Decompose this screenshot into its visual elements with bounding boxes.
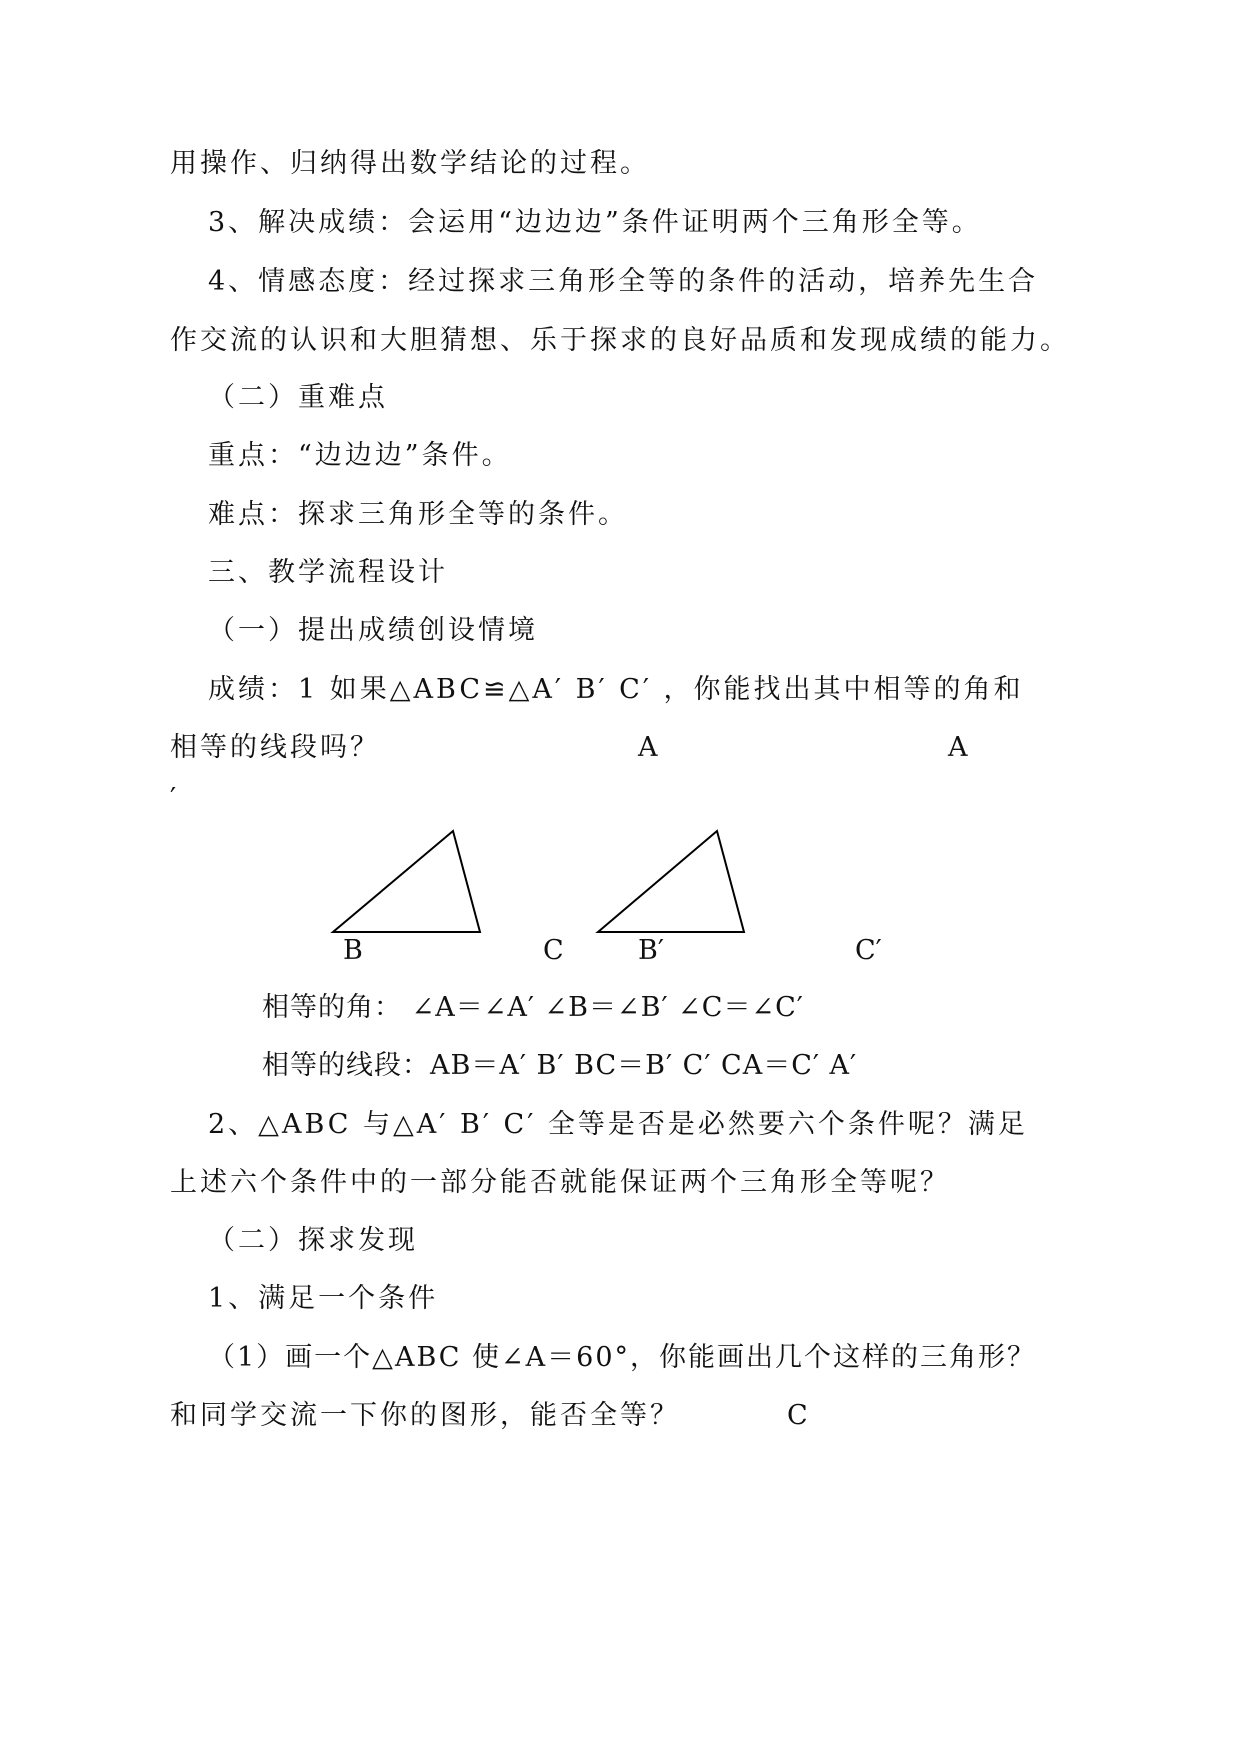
text-line-question-1: 成绩：1 如果△ABC≌△A′ B′ C′ ，你能找出其中相等的角和	[208, 674, 1024, 705]
label-vertex-a-prime: A	[948, 732, 968, 763]
text-line-equal-angles: 相等的角： ∠A＝∠A′ ∠B＝∠B′ ∠C＝∠C′	[262, 992, 804, 1023]
text-line-equal-segments: 相等的线段：AB＝A′ B′ BC＝B′ C′ CA＝C′ A′	[262, 1050, 858, 1081]
section-heading-teaching-flow: 三、教学流程设计	[208, 557, 448, 588]
text-line-2: 3、解决成绩：会运用“边边边”条件证明两个三角形全等。	[208, 207, 982, 238]
text-line-difficult-point: 难点：探求三角形全等的条件。	[208, 499, 628, 530]
text-line-task-1: （1）画一个△ABC 使∠A＝60°，你能画出几个这样的三角形？	[208, 1342, 1037, 1373]
triangle-abc	[333, 831, 480, 932]
label-vertex-c-prime: C′	[855, 935, 882, 966]
text-line-question-2: 2、△ABC 与△A′ B′ C′ 全等是否是必然要六个条件呢？满足	[208, 1109, 1028, 1140]
section-heading-difficulties: （二）重难点	[208, 382, 388, 413]
label-vertex-b-prime: B′	[638, 935, 664, 966]
text-line-question-2-cont: 上述六个条件中的一部分能否就能保证两个三角形全等呢？	[170, 1167, 950, 1198]
text-line-one-condition: 1、满足一个条件	[208, 1283, 439, 1314]
label-vertex-c: C	[543, 935, 564, 966]
section-heading-problem: （一）提出成绩创设情境	[208, 615, 538, 646]
text-line-1: 用操作、归纳得出数学结论的过程。	[170, 148, 650, 179]
text-line-4: 作交流的认识和大胆猜想、乐于探求的良好品质和发现成绩的能力。	[170, 325, 1070, 356]
text-line-question-1-cont: 相等的线段吗？	[170, 732, 380, 763]
label-vertex-c-bottom: C	[787, 1400, 808, 1431]
text-line-task-1-cont: 和同学交流一下你的图形，能否全等？	[170, 1400, 680, 1431]
label-vertex-b: B	[343, 935, 363, 966]
label-vertex-a: A	[638, 732, 658, 763]
triangle-abc-prime	[598, 831, 744, 932]
label-prime-mark: ′	[170, 783, 177, 814]
section-heading-explore: （二）探求发现	[208, 1225, 418, 1256]
text-line-key-point: 重点：“边边边”条件。	[208, 440, 512, 471]
text-line-3: 4、情感态度：经过探求三角形全等的条件的活动，培养先生合	[208, 266, 1039, 297]
